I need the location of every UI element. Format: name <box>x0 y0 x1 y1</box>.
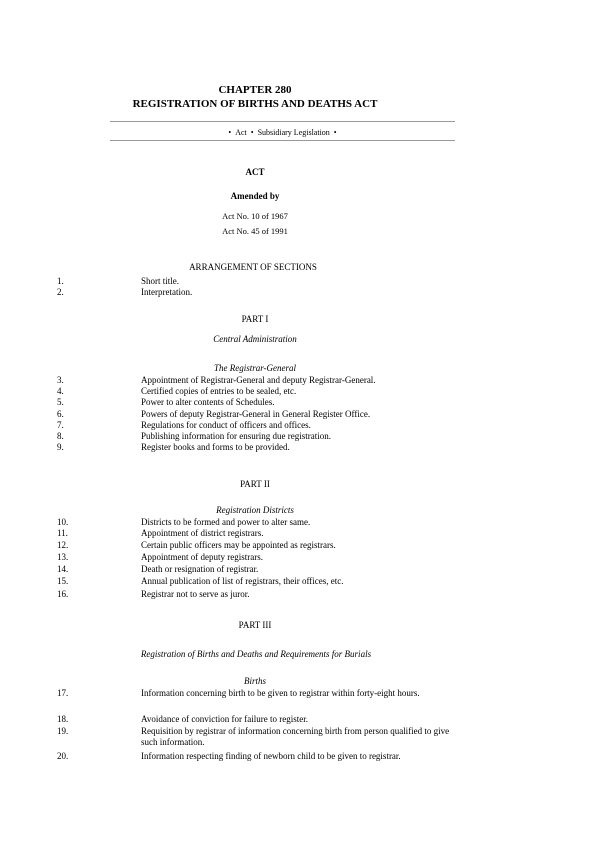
section-number: 6. <box>57 409 64 419</box>
part-3-heading: PART III <box>238 620 272 630</box>
section-link[interactable]: Appointment of district registrars. <box>141 528 264 538</box>
nav-act-link[interactable]: Act <box>235 128 247 137</box>
section-link[interactable]: Information respecting finding of newborn child to be given to registrar. <box>141 751 401 761</box>
nav-bottom-rule <box>110 140 455 141</box>
section-link[interactable]: Requisition by registrar of information concerning birth from person qualified to give such information. <box>141 726 450 747</box>
nav-bullet: • <box>333 128 337 137</box>
section-number: 11. <box>57 528 68 538</box>
part-2-heading: PART II <box>240 479 270 489</box>
amendment-2: Act No. 45 of 1991 <box>222 226 288 236</box>
section-link[interactable]: Registrar not to serve as juror. <box>141 589 250 599</box>
section-link[interactable]: Interpretation. <box>141 287 193 297</box>
section-link[interactable]: Publishing information for ensuring due registration. <box>141 431 331 441</box>
arrangement-heading: ARRANGEMENT OF SECTIONS <box>189 262 317 272</box>
section-link[interactable]: Certain public officers may be appointed as registrars. <box>141 540 336 550</box>
chapter-heading: CHAPTER 280 <box>218 84 292 96</box>
section-link[interactable]: Powers of deputy Registrar-General in General Register Office. <box>141 409 371 419</box>
act-heading: ACT <box>245 167 265 177</box>
section-link[interactable]: Register books and forms to be provided. <box>141 442 290 452</box>
section-link[interactable]: Appointment of deputy registrars. <box>141 552 263 562</box>
section-number: 2. <box>57 287 64 297</box>
part-1-group-heading: The Registrar-General <box>213 363 297 373</box>
section-number: 20. <box>57 751 69 761</box>
section-number: 17. <box>57 688 69 698</box>
section-link[interactable]: Regulations for conduct of officers and offices. <box>141 420 311 430</box>
amendment-1: Act No. 10 of 1967 <box>222 211 288 221</box>
part-1-subtitle: Central Administration <box>213 334 297 344</box>
section-link[interactable]: Certified copies of entries to be sealed, etc. <box>141 386 297 396</box>
section-number: 12. <box>57 540 69 550</box>
section-number: 15. <box>57 576 69 586</box>
section-number: 8. <box>57 431 64 441</box>
section-number: 7. <box>57 420 64 430</box>
section-number: 18. <box>57 714 69 724</box>
act-title: REGISTRATION OF BIRTHS AND DEATHS ACT <box>132 98 378 110</box>
section-link[interactable]: Short title. <box>141 276 179 286</box>
section-link[interactable]: Avoidance of conviction for failure to register. <box>141 714 309 724</box>
part-2-subtitle: Registration Districts <box>216 505 294 515</box>
section-number: 14. <box>57 564 69 574</box>
part-1-heading: PART I <box>241 314 269 324</box>
section-number: 13. <box>57 552 69 562</box>
section-number: 3. <box>57 375 64 385</box>
nav-subsidiary-link[interactable]: Subsidiary Legislation <box>257 128 330 137</box>
section-link[interactable]: Death or resignation of registrar. <box>141 564 259 574</box>
section-number: 19. <box>57 726 69 736</box>
part-3-subtitle: Registration of Births and Deaths and Requirements for Burials <box>140 649 372 659</box>
nav-bullet: • <box>228 128 232 137</box>
section-number: 9. <box>57 442 64 452</box>
section-link[interactable]: Districts to be formed and power to alter same. <box>141 517 311 527</box>
part-3-group-heading: Births <box>243 676 266 686</box>
section-number: 1. <box>57 276 64 286</box>
section-number: 5. <box>57 397 64 407</box>
nav-bullet: • <box>250 128 254 137</box>
section-link[interactable]: Appointment of Registrar-General and deputy Registrar-General. <box>141 375 376 385</box>
section-link[interactable]: Information concerning birth to be given to registrar within forty-eight hours. <box>141 688 420 698</box>
amended-by-heading: Amended by <box>230 191 280 201</box>
section-number: 4. <box>57 386 64 396</box>
nav-bar <box>0 128 565 137</box>
section-number: 16. <box>57 589 69 599</box>
section-link[interactable]: Power to alter contents of Schedules. <box>141 397 275 407</box>
section-number: 10. <box>57 517 69 527</box>
section-link[interactable]: Annual publication of list of registrars, their offices, etc. <box>141 576 344 586</box>
nav-top-rule <box>110 121 455 122</box>
